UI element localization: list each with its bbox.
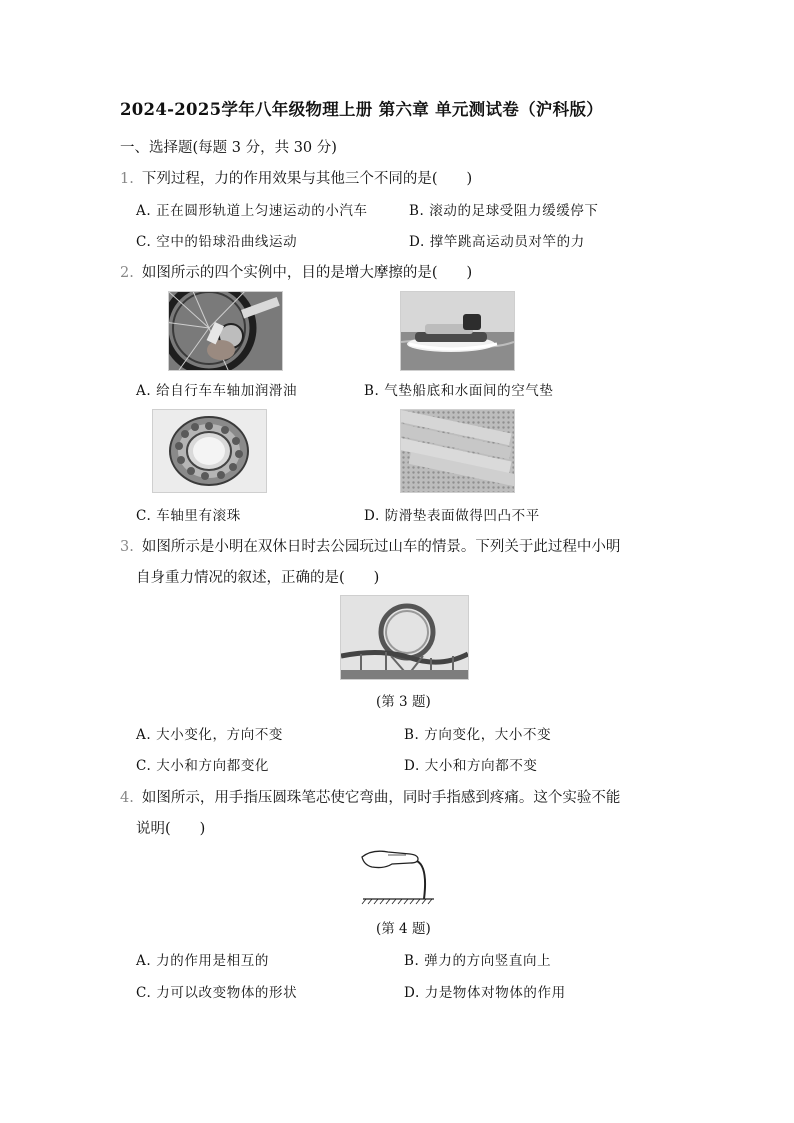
question-3: [120, 535, 620, 556]
q4-option-d[interactable]: D. 力是物体对物体的作用: [404, 985, 566, 1001]
q3-option-c[interactable]: C. 大小和方向都变化: [136, 758, 270, 774]
finger-pressing-pen-refill-image: [358, 843, 438, 905]
q1-option-d[interactable]: D. 撑竿跳高运动员对竿的力: [409, 234, 585, 250]
question-number: 4.: [120, 790, 134, 806]
q4-option-a[interactable]: A. 力的作用是相互的: [136, 953, 269, 969]
question-number: 2.: [120, 265, 134, 281]
question-4: [120, 786, 620, 807]
bicycle-axle-image: [168, 291, 283, 371]
anti-slip-mat-image: [400, 409, 515, 493]
question-number: 1.: [120, 171, 134, 187]
q2-option-d[interactable]: D. 防滑垫表面做得凹凸不平: [364, 508, 540, 524]
question-stem-line-2: 自身重力情况的叙述，正确的是( ): [136, 570, 380, 586]
q1-option-c[interactable]: C. 空中的铅球沿曲线运动: [136, 234, 298, 250]
question-stem: 下列过程，力的作用效果与其他三个不同的是( ): [141, 171, 473, 187]
page-title: 2024-2025学年八年级物理上册 第六章 单元测试卷（沪科版）: [120, 100, 604, 119]
question-stem-line-2: 说明( ): [136, 821, 206, 837]
figure-caption: (第 4 题): [376, 921, 431, 937]
q4-option-c[interactable]: C. 力可以改变物体的形状: [136, 985, 298, 1001]
section-heading: 一、选择题(每题 3 分，共 30 分): [120, 140, 337, 156]
q2-option-b[interactable]: B. 气垫船底和水面间的空气垫: [364, 383, 554, 399]
q3-option-a[interactable]: A. 大小变化，方向不变: [136, 727, 284, 743]
q1-option-b[interactable]: B. 滚动的足球受阻力缓缓停下: [409, 203, 599, 219]
question-2: [120, 261, 472, 282]
hovercraft-image: [400, 291, 515, 371]
bearing-image: [152, 409, 267, 493]
q2-option-a[interactable]: A. 给自行车车轴加润滑油: [136, 383, 298, 399]
question-number: 3.: [120, 539, 134, 555]
q3-option-b[interactable]: B. 方向变化，大小不变: [404, 727, 552, 743]
question-1: [120, 167, 472, 188]
question-stem-line-1: 如图所示是小明在双休日时去公园玩过山车的情景。下列关于此过程中小明: [141, 539, 621, 555]
figure-caption: (第 3 题): [376, 694, 431, 710]
roller-coaster-image: [340, 595, 469, 680]
question-stem-line-1: 如图所示，用手指压圆珠笔芯使它弯曲，同时手指感到疼痛。这个实验不能: [141, 790, 621, 806]
q4-option-b[interactable]: B. 弹力的方向竖直向上: [404, 953, 552, 969]
question-stem: 如图所示的四个实例中，目的是增大摩擦的是( ): [141, 265, 473, 281]
q3-option-d[interactable]: D. 大小和方向都不变: [404, 758, 538, 774]
q1-option-a[interactable]: A. 正在圆形轨道上匀速运动的小汽车: [136, 203, 368, 219]
q2-option-c[interactable]: C. 车轴里有滚珠: [136, 508, 241, 524]
